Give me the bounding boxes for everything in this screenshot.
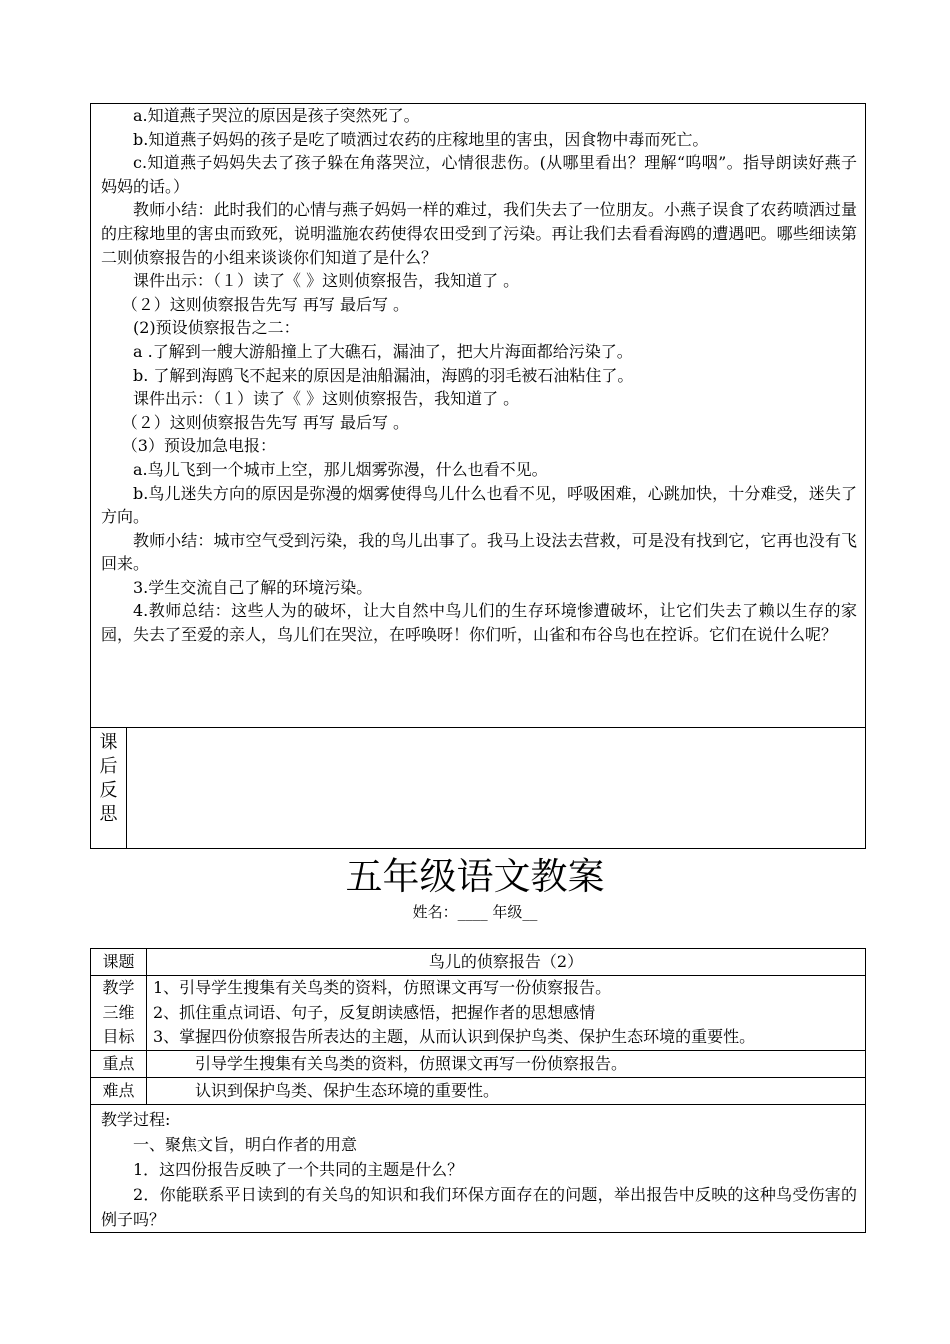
goals-list [147,976,865,1050]
goal-item: 3、掌握四份侦察报告所表达的主题，从而认识到保护鸟类、保护生态环境的重要性。 [153,1027,756,1046]
process-cell [91,1105,865,1232]
reflection-label-char: 课 [99,732,118,753]
text-line: （２）这则侦察报告先写 再写 最后写 。 [121,294,410,314]
text-line: a.鸟儿飞到一个城市上空，那儿烟雾弥漫，什么也看不见。 [133,459,548,479]
goals-row [91,976,865,1051]
document-title: 五年级语文教案 [345,855,605,898]
difficulty-row [91,1078,865,1105]
text-line: 教师小结：城市空气受到污染，我的鸟儿出事了。我马上设法去营救，可是没有找到它，它再也没有飞回来。 [101,530,857,574]
text-line: 教师小结：此时我们的心情与燕子妈妈一样的难过，我们失去了一位朋友。小燕子误食了农药喷洒过量的庄稼地里的害虫而致死，说明滥施农药使得农田受到了污染。再让我们去看看海鸥的遭遇吧。哪些细读第二则侦察报告的小组来谈谈你们知道了是什么？ [101,200,857,267]
teaching-process-cell [91,104,865,728]
text-line: b.鸟儿迷失方向的原因是弥漫的烟雾使得鸟儿什么也看不见，呼吸困难，心跳加快，十分难受，迷失了方向。 [101,483,857,527]
goal-item: 1、引导学生搜集有关鸟类的资料，仿照课文再写一份侦察报告。 [153,978,612,997]
name-grade-line: 姓名：____ 年级__ [412,903,538,921]
difficulty-value: 认识到保护鸟类、保护生态环境的重要性。 [195,1080,500,1100]
process-label: 教学过程: [101,1109,171,1129]
text-line: （２）这则侦察报告先写 再写 最后写 。 [121,412,410,432]
text-line: 4.教师总结：这些人为的破坏，让大自然中鸟儿们的生存环境惨遭破坏，让它们失去了赖以生存的家园，失去了至爱的亲人，鸟儿们在哭泣，在呼唤呀！你们听，山雀和布谷鸟也在控诉。它们在说什么呢？ [101,601,857,645]
reflection-label-char: 后 [99,756,118,777]
lesson-table-lower [90,948,866,1233]
process-line: 2．你能联系平日读到的有关鸟的知识和我们环保方面存在的问题，举出报告中反映的这种鸟受伤害的例子吗？ [101,1184,857,1229]
text-line: 3.学生交流自己了解的环境污染。 [133,577,373,597]
text-line: a.知道燕子哭泣的原因是孩子突然死了。 [133,106,420,125]
goals-label-line: 教学 [102,978,135,997]
process-row [91,1105,865,1232]
key-point-value: 引导学生搜集有关鸟类的资料，仿照课文再写一份侦察报告。 [195,1053,628,1073]
goals-label-line: 目标 [102,1027,135,1046]
text-line: b.知道燕子妈妈的孩子是吃了喷洒过农药的庄稼地里的害虫，因食物中毒而死亡。 [133,129,709,149]
topic-value: 鸟儿的侦察报告（2） [428,952,584,971]
process-line: 1．这四份报告反映了一个共同的主题是什么？ [133,1159,464,1179]
topic-label: 课题 [91,949,147,975]
goals-label [91,976,147,1050]
text-line: c.知道燕子妈妈失去了孩子躲在角落哭泣，心情很悲伤。(从哪里看出？理解“呜咽”。指导朗读好燕子妈妈的话。） [101,153,857,196]
reflection-label-char: 思 [99,804,118,825]
text-line: 课件出示：（１）读了《 》这则侦察报告，我知道了 。 [133,271,520,291]
key-point-row [91,1051,865,1078]
key-point-label: 重点 [91,1051,147,1077]
topic-row [91,949,865,976]
goals-label-line: 三维 [102,1002,135,1022]
goal-item: 2、抓住重点词语、句子，反复朗读感悟，把握作者的思想感情 [153,1002,596,1022]
process-line: 一、聚焦文旨，明白作者的用意 [133,1134,358,1154]
text-line: (2)预设侦察报告之二： [133,318,300,338]
difficulty-label: 难点 [91,1078,147,1104]
text-line: b. 了解到海鸥飞不起来的原因是油船漏油，海鸥的羽毛被石油粘住了。 [133,365,634,385]
reflection-label-char: 反 [99,780,118,801]
lesson-table-upper [90,103,866,849]
text-line: a .了解到一艘大游船撞上了大礁石，漏油了，把大片海面都给污染了。 [133,341,633,361]
text-line: （3）预设加急电报： [121,436,276,456]
reflection-label [91,728,127,848]
text-line: 课件出示：（１）读了《 》这则侦察报告，我知道了 。 [133,389,520,409]
reflection-row [91,728,865,848]
